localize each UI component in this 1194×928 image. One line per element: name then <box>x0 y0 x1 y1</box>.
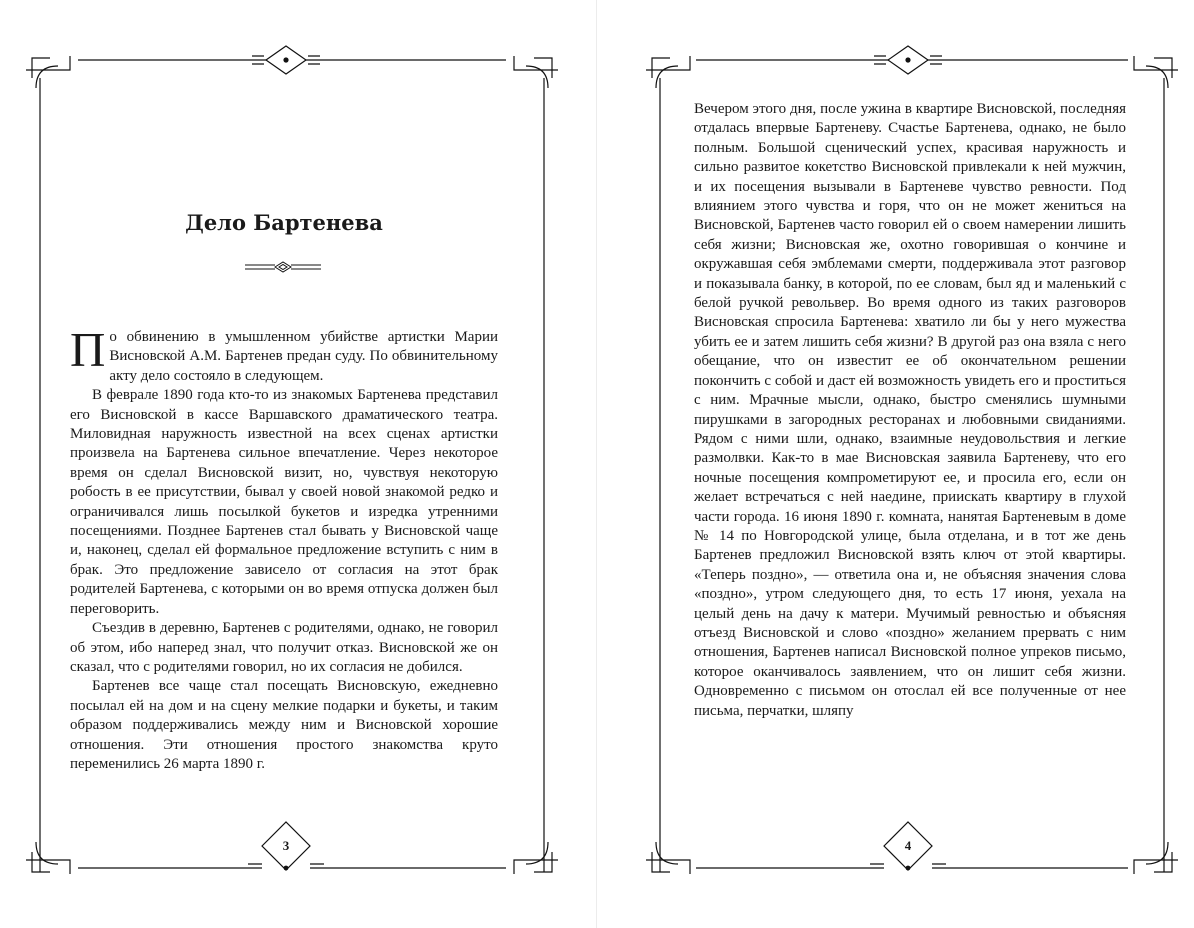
paragraph: По обвинению в умышленном убийстве артистки Марии Висновской А.М. Бартенев предан суду. По обвинительному акту дело состояло в следующем. <box>70 322 498 384</box>
right-page <box>598 0 1194 928</box>
left-page-body <box>70 322 498 774</box>
chapter-title: Дело Бартенева <box>185 210 383 235</box>
title-divider-ornament <box>245 260 321 274</box>
right-page-body <box>694 100 1126 721</box>
page-number: 3 <box>282 838 290 853</box>
paragraph: Вечером этого дня, после ужина в квартире Висновской, последняя отдалась впервые Бартеневу. Счастье Бартенева, однако, не было полным. Большой сценический успех, красивая наружность и сильно развитое кокетство Висновской привлекали к ней мужчин, и их посещения вызывали в Бартеневе чувство ревности. Под влиянием этого чувства и горя, что он не может жениться на Висновской, Бартенев часто говорил ей о своем намерении лишить себя жизни; Висновская же, охотно говорившая о кончине и окружавшая себя эмблемами смерти, поддерживала этот разговор и показывала банку, в которой, по ее словам, был яд и маленький с белой ручкой револьвер. Во время одного из таких разговоров Висновская спросила Бартенева: хватило ли бы у него мужества убить ее и затем лишить себя жизни? В другой раз она взяла с него обещание, что он известит ее об окончательном решении покончить с собой и даст ей возможность увидеть его и проститься с ним. Мрачные мысли, однако, быстро сменялись шумными пирушками в загородных ресторанах и любовными свиданиями. Рядом с ними шли, однако, взаимные неудовольствия и легкие размолвки. Как-то в мае Висновская заявила Бартеневу, что его ночные посещения компрометируют ее, и просила его, если он желает встречаться с ней наедине, приискать квартиру в глухой части города. 16 июня 1890 г. комната, нанятая Бартеневым в доме № 14 по Новгородской улице, была отделана, и в тот же день Бартенев предложил Висновской взять ключ от этой квартиры. «Теперь поздно», — ответила она и, не объясняя значения слова «поздно», утром следующего дня, то есть 17 июня, уехала на целый день на дачу к матери. Мучимый ревностью и объясняя отъезд Висновской и слово «поздно» желанием прервать с ним отношения, Бартенев написал Висновской полное упреков письмо, которое оканчивалось заявлением, что он лишит себя жизни. Одновременно с письмом он отослал ей все полученные от нее письма, перчатки, шляпу <box>694 101 1126 719</box>
paragraph: Съездив в деревню, Бартенев с родителями, однако, не говорил об этом, ибо наперед знал, что получит отказ. Висновской же он сказал, что с родителями говорил, но их согласия не добился. <box>70 620 498 675</box>
spread-gutter <box>596 0 597 928</box>
paragraph: В феврале 1890 года кто-то из знакомых Бартенева представил его Висновской в кассе Варшавского драматического театра. Миловидная наружность известной на всех сценах артистки произвела на Бартенева сильное впечатление. Через некоторое время он сделал Висновской визит, но, чувствуя некоторую робость в ее присутствии, бывал у своей новой знакомой редко и ограничивался лишь посылкой букетов и изредка утренними посещениями. Позднее Бартенев стал бывать у Висновской чаще и, наконец, сделал ей формальное предложение вступить с ним в брак. Это предложение зависело от согласия на этот брак родителей Бартенева, с которыми он во время отпуска должен был переговорить. <box>70 387 498 617</box>
paragraph: Бартенев все чаще стал посещать Висновскую, ежедневно посылал ей на дом и на сцену мелкие подарки и букеты, и таким образом поддерживались между ним и Висновской хорошие отношения. Эти отношения простого знакомства круто переменились 26 марта 1890 г. <box>70 678 498 772</box>
page-number: 4 <box>904 838 912 853</box>
drop-cap: П <box>70 322 106 377</box>
left-page <box>0 0 596 928</box>
